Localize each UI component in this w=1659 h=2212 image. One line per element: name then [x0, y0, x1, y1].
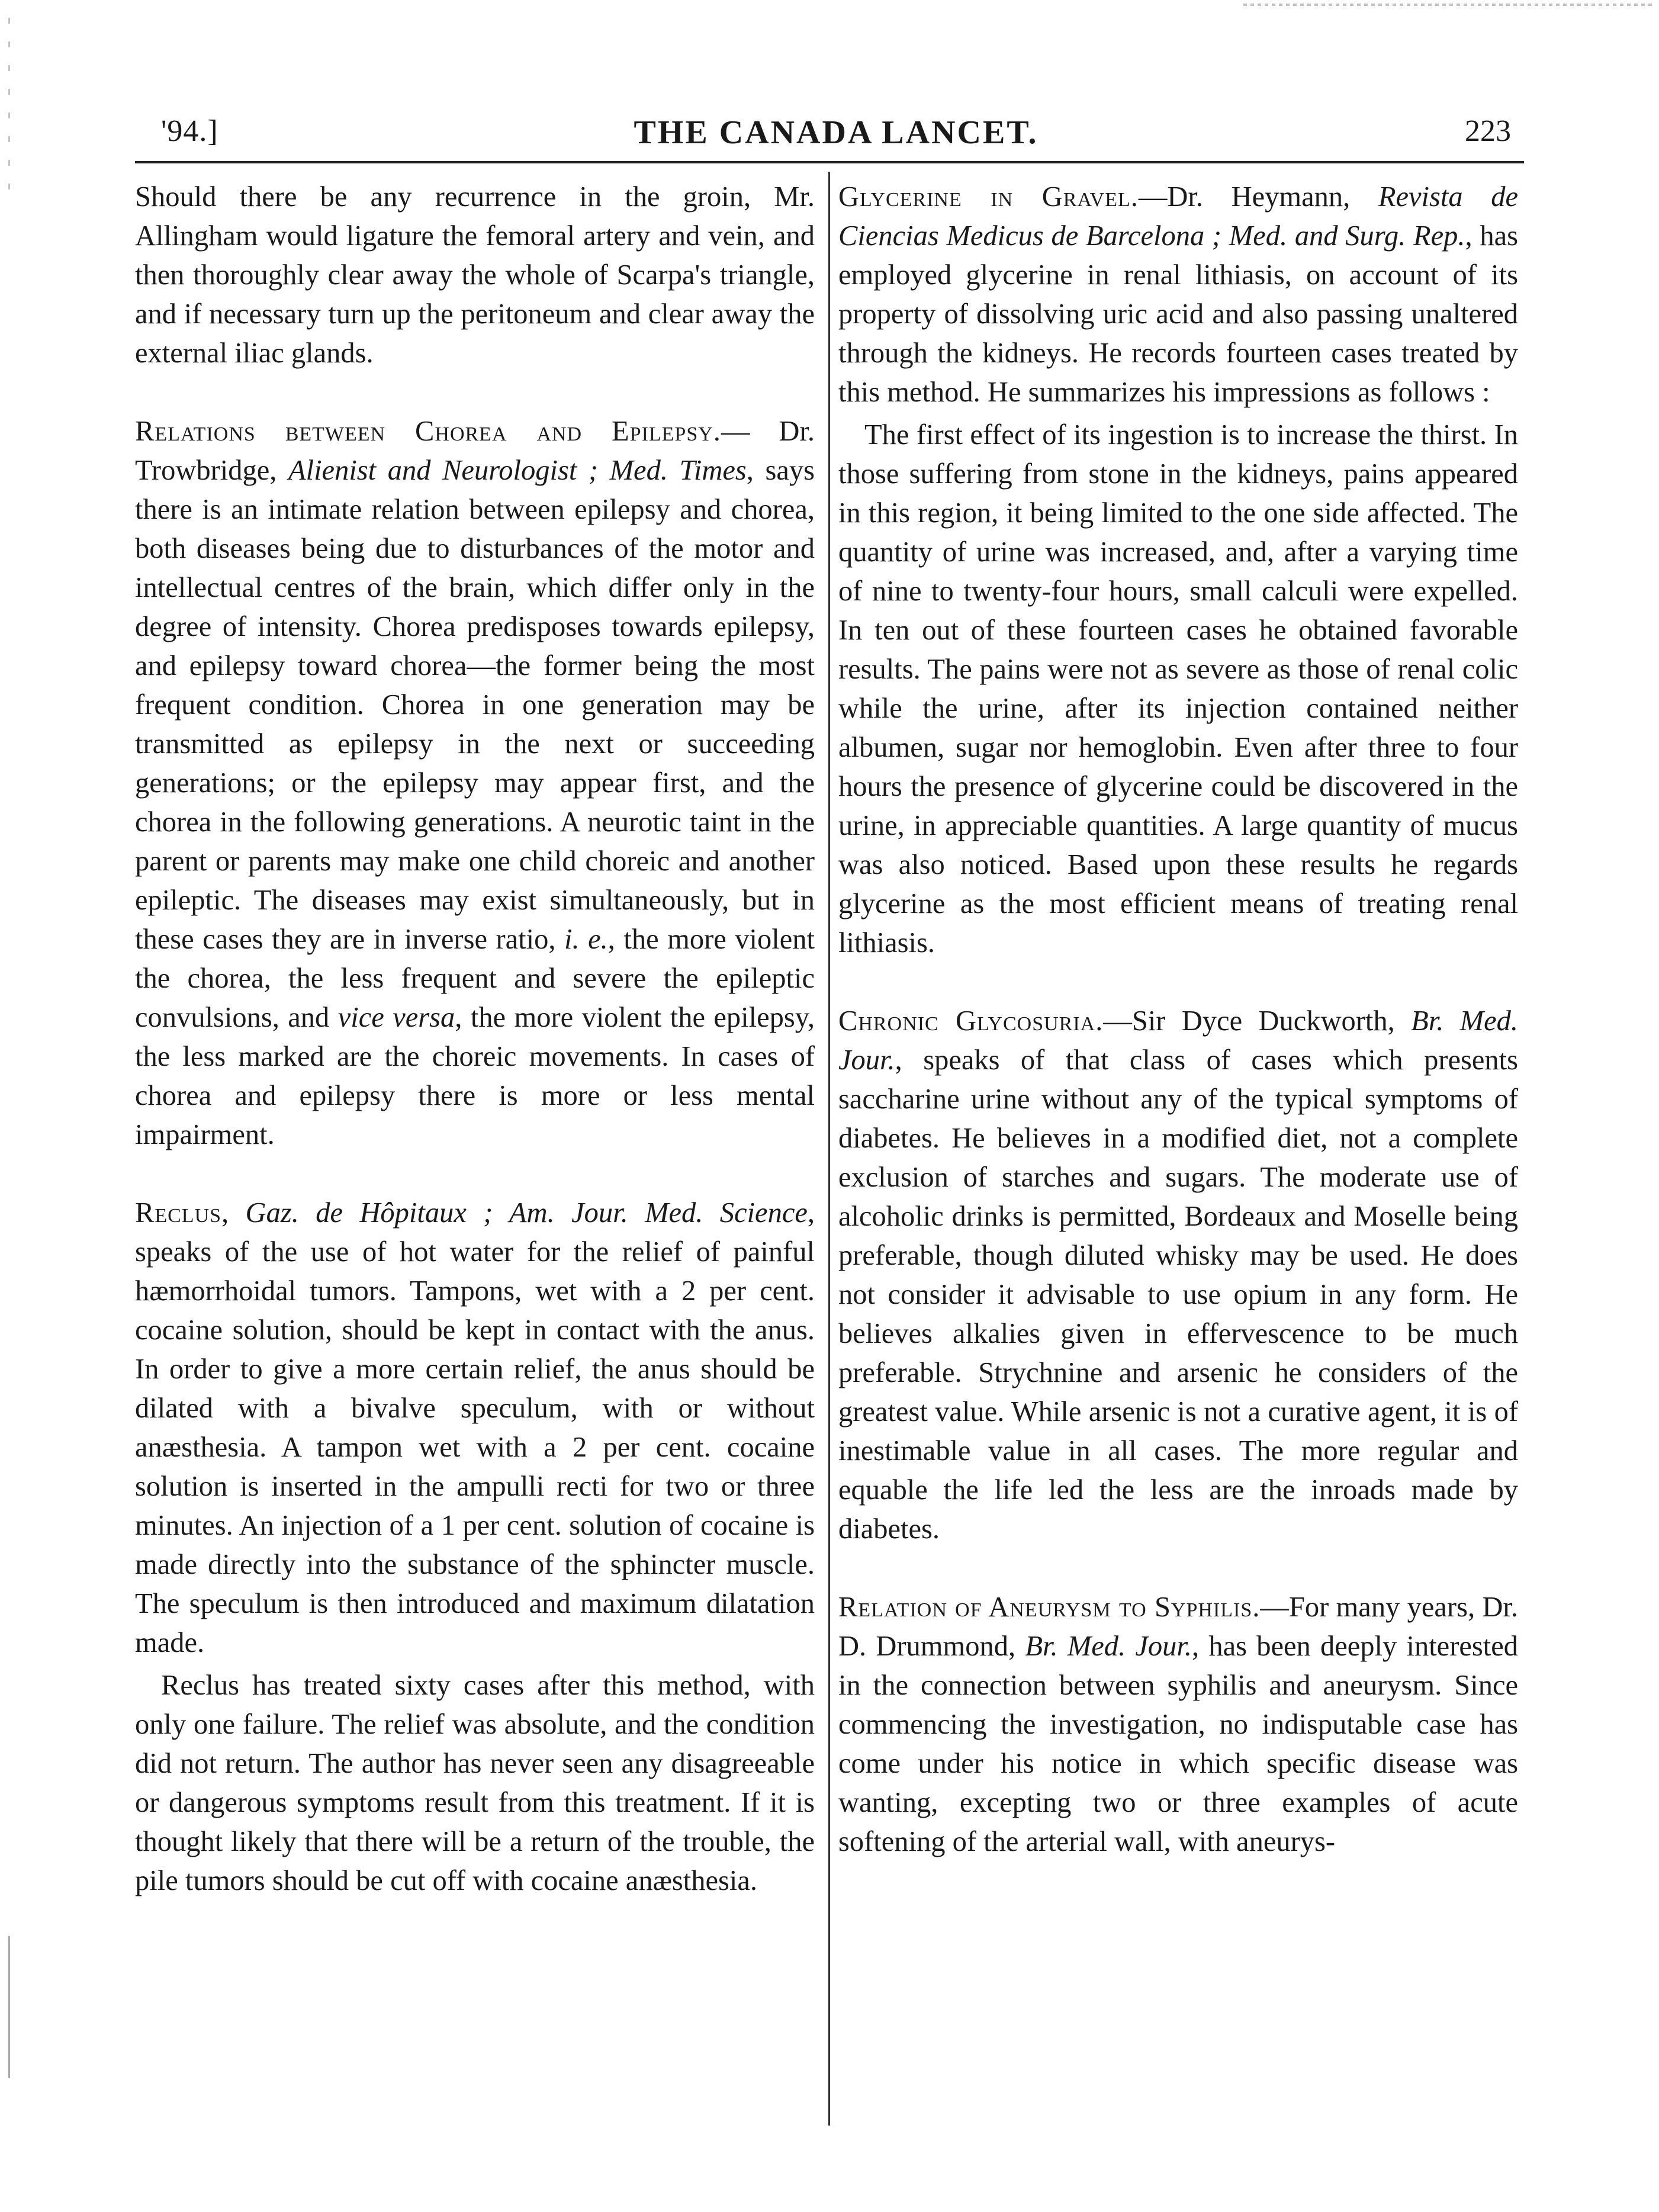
- glycerine-author: Dr. Heymann,: [1167, 181, 1378, 213]
- journal-title: THE CANADA LANCET.: [634, 114, 1039, 151]
- left-column: [135, 178, 815, 1901]
- reclus-continuation: Reclus has treated sixty cases after this method, with only one failure. The relief was absolute, and the condition did not return. The author has never seen any disagreeable or dangerous symptoms result from this treatment. If it is thought likely that there will be a return of the trouble, the pile tumors should be cut off with cocaine anæsthesia.: [135, 1670, 815, 1896]
- reclus-article: [135, 1194, 815, 1663]
- reclus-comma: ,: [221, 1197, 246, 1229]
- glycosuria-source: Br. Med. Jour.: [838, 1005, 1518, 1076]
- aneurysm-source: Br. Med. Jour.: [1025, 1631, 1192, 1662]
- glycerine-continuation: The first effect of its ingestion is to increase the thirst. In those suffering from stone in the kidneys, pains appeared in this region, it being limited to the one side affected. The quantity of urine was increased, and, after a varying time of nine to twenty-four hours, small calculi were expelled. In ten out of these fourteen cases he obtained favorable results. The pains were not as severe as those of renal colic while the urine, after its injection contained neither albumen, sugar nor hemoglobin. Even after three to four hours the presence of glycerine could be discovered in the urine, in appreciable quantities. A large quantity of mucus was also noticed. Based upon these results he regards glycerine as the most efficient means of treating renal lithiasis.: [838, 419, 1518, 959]
- chorea-heading-dash: —: [721, 416, 750, 447]
- chorea-heading: Relations between Chorea and Epilepsy.: [135, 416, 721, 447]
- glycosuria-article: [838, 1002, 1518, 1549]
- chorea-body: , says there is an intimate relation between epilepsy and chorea, both diseases being due to disturbances of the motor and intellectual centres of the brain, which differ only in the degree of intensity. Chorea predisposes towards epilepsy, and epilepsy toward chorea—the former being the most frequent condition. Chorea in one generation may be transmitted as epilepsy in the next or succeeding generations; or the epilepsy may appear first, and the chorea in the following generations. A neurotic taint in the parent or parents may make one child choreic and another epileptic. The diseases may exist simultaneously, but in these cases they are in inverse ratio,: [135, 455, 815, 955]
- column-divider: [828, 172, 830, 2126]
- running-header: [161, 110, 1511, 157]
- reclus-body: , speaks of the use of hot water for the relief of painful hæmorrhoidal tumors. Tampons, wet with a 2 per cent. cocaine solution, should be kept in contact with the anus. In order to give a more certain relief, the anus should be dilated with a bivalve speculum, with or without anæsthesia. A tampon wet with a 2 per cent. cocaine solution is inserted in the ampulli recti for two or three minutes. An injection of a 1 per cent. solution of cocaine is made directly into the substance of the sphincter muscle. The speculum is then introduced and maximum dilatation made.: [135, 1197, 815, 1658]
- chorea-author: Dr. Trowbridge,: [135, 416, 815, 486]
- chorea-vice-versa: vice versa: [337, 1002, 455, 1033]
- glycerine-body: , has employed glycerine in renal lithiasis, on account of its property of dissolving uric acid and also passing unaltered through the kidneys. He records fourteen cases treated by this method. He summarizes his impressions as follows :: [838, 220, 1518, 408]
- reclus-source: Gaz. de Hôpitaux ; Am. Jour. Med. Science: [245, 1197, 808, 1229]
- aneurysm-author: For many years, Dr. D. Drummond,: [838, 1592, 1518, 1662]
- glycerine-article: [838, 178, 1518, 412]
- glycerine-heading-dash: —: [1138, 181, 1168, 213]
- aneurysm-article: [838, 1588, 1518, 1861]
- chorea-source: Alienist and Neurologist ; Med. Times: [288, 455, 747, 486]
- aneurysm-body: , has been deeply interested in the connection between syphilis and aneurysm. Since commencing the investigation, no indisputable case has come under his notice in which specific disease was wanting, excepting two or three examples of acute softening of the arterial wall, with aneurys-: [838, 1631, 1518, 1857]
- glycosuria-body: , speaks of that class of cases which presents saccharine urine without any of the typical symptoms of diabetes. He believes in a modified diet, not a complete exclusion of starches and sugars. The moderate use of alcoholic drinks is permitted, Bordeaux and Moselle being preferable, though diluted whisky may be used. He does not consider it advisable to use opium in any form. He believes alkalies given in effervescence to be much preferable. Strychnine and arsenic he considers of the greatest value. While arsenic is not a curative agent, it is of inestimable value in all cases. The more regular and equable the life led the less are the inroads made by diabetes.: [838, 1044, 1518, 1545]
- page-number: 223: [1465, 114, 1511, 148]
- glycerine-source: Revista de Ciencias Medicus de Barcelona ; Med. and Surg. Rep.: [838, 181, 1518, 252]
- chorea-article: [135, 412, 815, 1155]
- issue-year: '94.]: [161, 114, 218, 148]
- header-rule: [135, 161, 1524, 163]
- glycosuria-heading: Chronic Glycosuria.: [838, 1005, 1104, 1037]
- chorea-body-2: , the more violent the chorea, the less frequent and severe the epileptic convulsions, and: [135, 924, 815, 1033]
- allingham-paragraph: Should there be any recurrence in the groin, Mr. Allingham would ligature the femoral artery and vein, and then thoroughly clear away the whole of Scarpa's triangle, and if necessary turn up the peritoneum and clear away the external iliac glands.: [135, 181, 815, 369]
- chorea-ie: i. e.: [564, 924, 608, 955]
- scan-artifact-left-lower: [8, 1936, 10, 2078]
- aneurysm-heading: Relation of Aneurysm to Syphilis.: [838, 1592, 1261, 1623]
- glycerine-heading: Glycerine in Gravel.: [838, 181, 1139, 213]
- glycosuria-heading-dash: —: [1103, 1005, 1132, 1037]
- chorea-body-3: , the more violent the epilepsy, the less marked are the choreic movements. In cases of chorea and epilepsy there is more or less mental impairment.: [135, 1002, 815, 1150]
- scan-artifact-left: [8, 18, 10, 195]
- right-column: [838, 178, 1518, 1861]
- aneurysm-heading-dash: —: [1260, 1592, 1289, 1623]
- reclus-heading: Reclus: [135, 1197, 222, 1229]
- scan-artifact-top: [1243, 4, 1652, 6]
- glycosuria-author: Sir Dyce Duckworth,: [1131, 1005, 1412, 1037]
